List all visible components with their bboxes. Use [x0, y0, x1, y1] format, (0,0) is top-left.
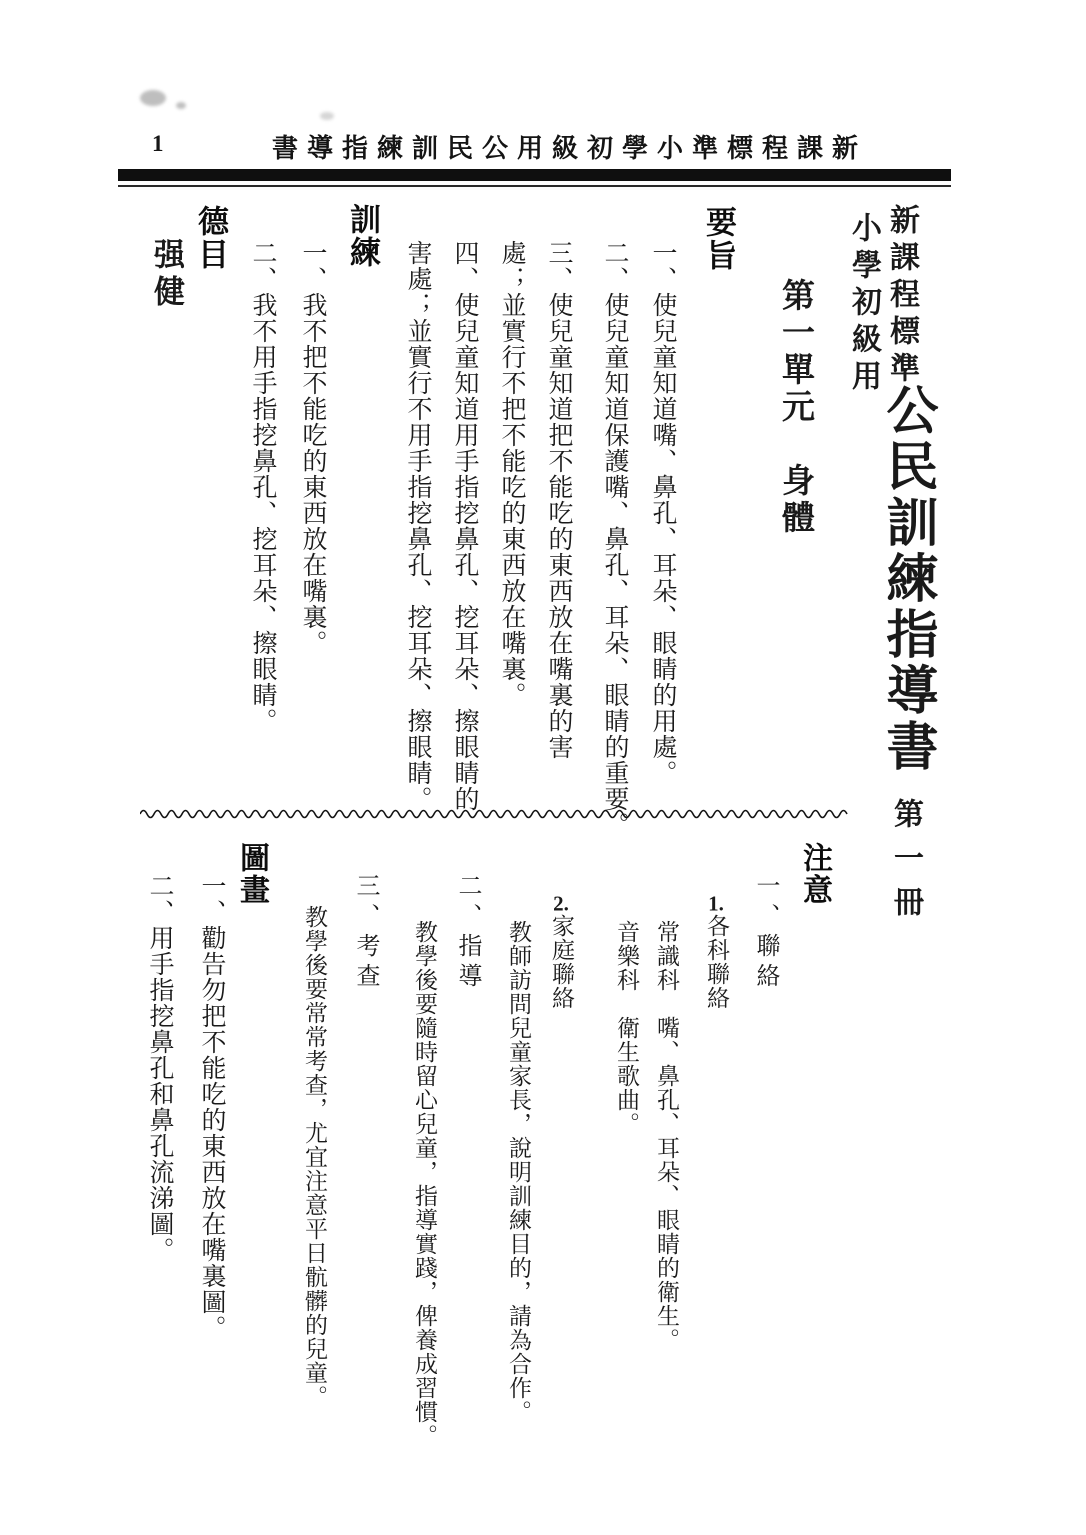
- unit-heading: 第一單元 身體: [777, 278, 813, 537]
- notes-sub-item-2: [537, 893, 585, 1010]
- gist-item: 三、使兒童知道把不能吃的東西放在嘴裏的害處；並實行不把不能吃的東西放在嘴裏。: [498, 240, 572, 760]
- scan-smudge: [176, 102, 186, 109]
- notes-item3-detail: 教學後要常常考查，尤宜注意平日骯髒的兒童。: [302, 905, 327, 1409]
- picture-item: 一、勸告勿把不能吃的東西放在嘴裏圖。: [198, 873, 225, 1341]
- training-item: 二、我不用手指挖鼻孔、挖耳朵、擦眼睛。: [249, 240, 276, 734]
- scan-smudge: [320, 112, 334, 120]
- picture-item: 二、用手指挖鼻孔和鼻孔流涕圖。: [146, 873, 173, 1263]
- sub-item-number: 1.: [708, 893, 724, 914]
- series-label-bottom: 小學初級用: [847, 212, 880, 397]
- section-heading-virtue: 德目: [193, 205, 228, 271]
- notes-item-3: 三、考查: [352, 873, 378, 993]
- volume-label: 第一冊: [889, 798, 922, 930]
- gist-item: 一、使兒童知道嘴、鼻孔、耳朵、眼睛的用處。: [649, 240, 676, 786]
- notes-sub-item-1: [692, 893, 740, 1010]
- sub-item-text: 家庭聯絡: [549, 914, 574, 1010]
- section-heading-pictures: 圖畫: [235, 842, 268, 906]
- notes-item-2: 二、指導: [454, 873, 480, 993]
- section-heading-training: 訓練: [345, 203, 380, 269]
- gist-item: 二、使兒童知道保護嘴、鼻孔、耳朵、眼睛的重要。: [601, 240, 628, 838]
- series-label-top: 新課程標準: [885, 204, 918, 389]
- sub-item-number: 2.: [553, 893, 569, 914]
- header-rule-thin: [118, 185, 951, 187]
- scan-smudge: [140, 90, 166, 106]
- wavy-divider: [140, 806, 852, 820]
- virtue-value: 强健: [149, 238, 184, 312]
- book-title: 公民訓練指導書: [878, 383, 935, 775]
- training-item: 一、我不把不能吃的東西放在嘴裏。: [299, 240, 326, 656]
- notes-sub1-detail-1: 常識科 嘴、鼻孔、耳朵、眼睛的衛生。: [654, 920, 679, 1352]
- section-heading-notes: 注意: [798, 842, 831, 906]
- page-number: 1: [152, 131, 164, 156]
- notes-item-1: 一、聯絡: [752, 873, 778, 993]
- section-heading-gist: 要旨: [701, 206, 736, 272]
- sub-item-text: 各科聯絡: [704, 914, 729, 1010]
- notes-sub2-detail: 教師訪問兒童家長，說明訓練目的，請為合作。: [506, 920, 531, 1424]
- notes-sub1-detail-2: 音樂科 衛生歌曲。: [614, 920, 639, 1136]
- header-rule-thick: [118, 169, 951, 181]
- gist-item: 四、使兒童知道用手指挖鼻孔、挖耳朵、擦眼睛的害處；並實行不用手指挖鼻孔、挖耳朵、擦眼睛。: [404, 240, 478, 812]
- notes-item2-detail: 教學後要隨時留心兒童，指導實踐，俾養成習慣。: [412, 920, 437, 1448]
- running-header: 書導指練訓民公用級初學小準標程課新: [272, 134, 868, 163]
